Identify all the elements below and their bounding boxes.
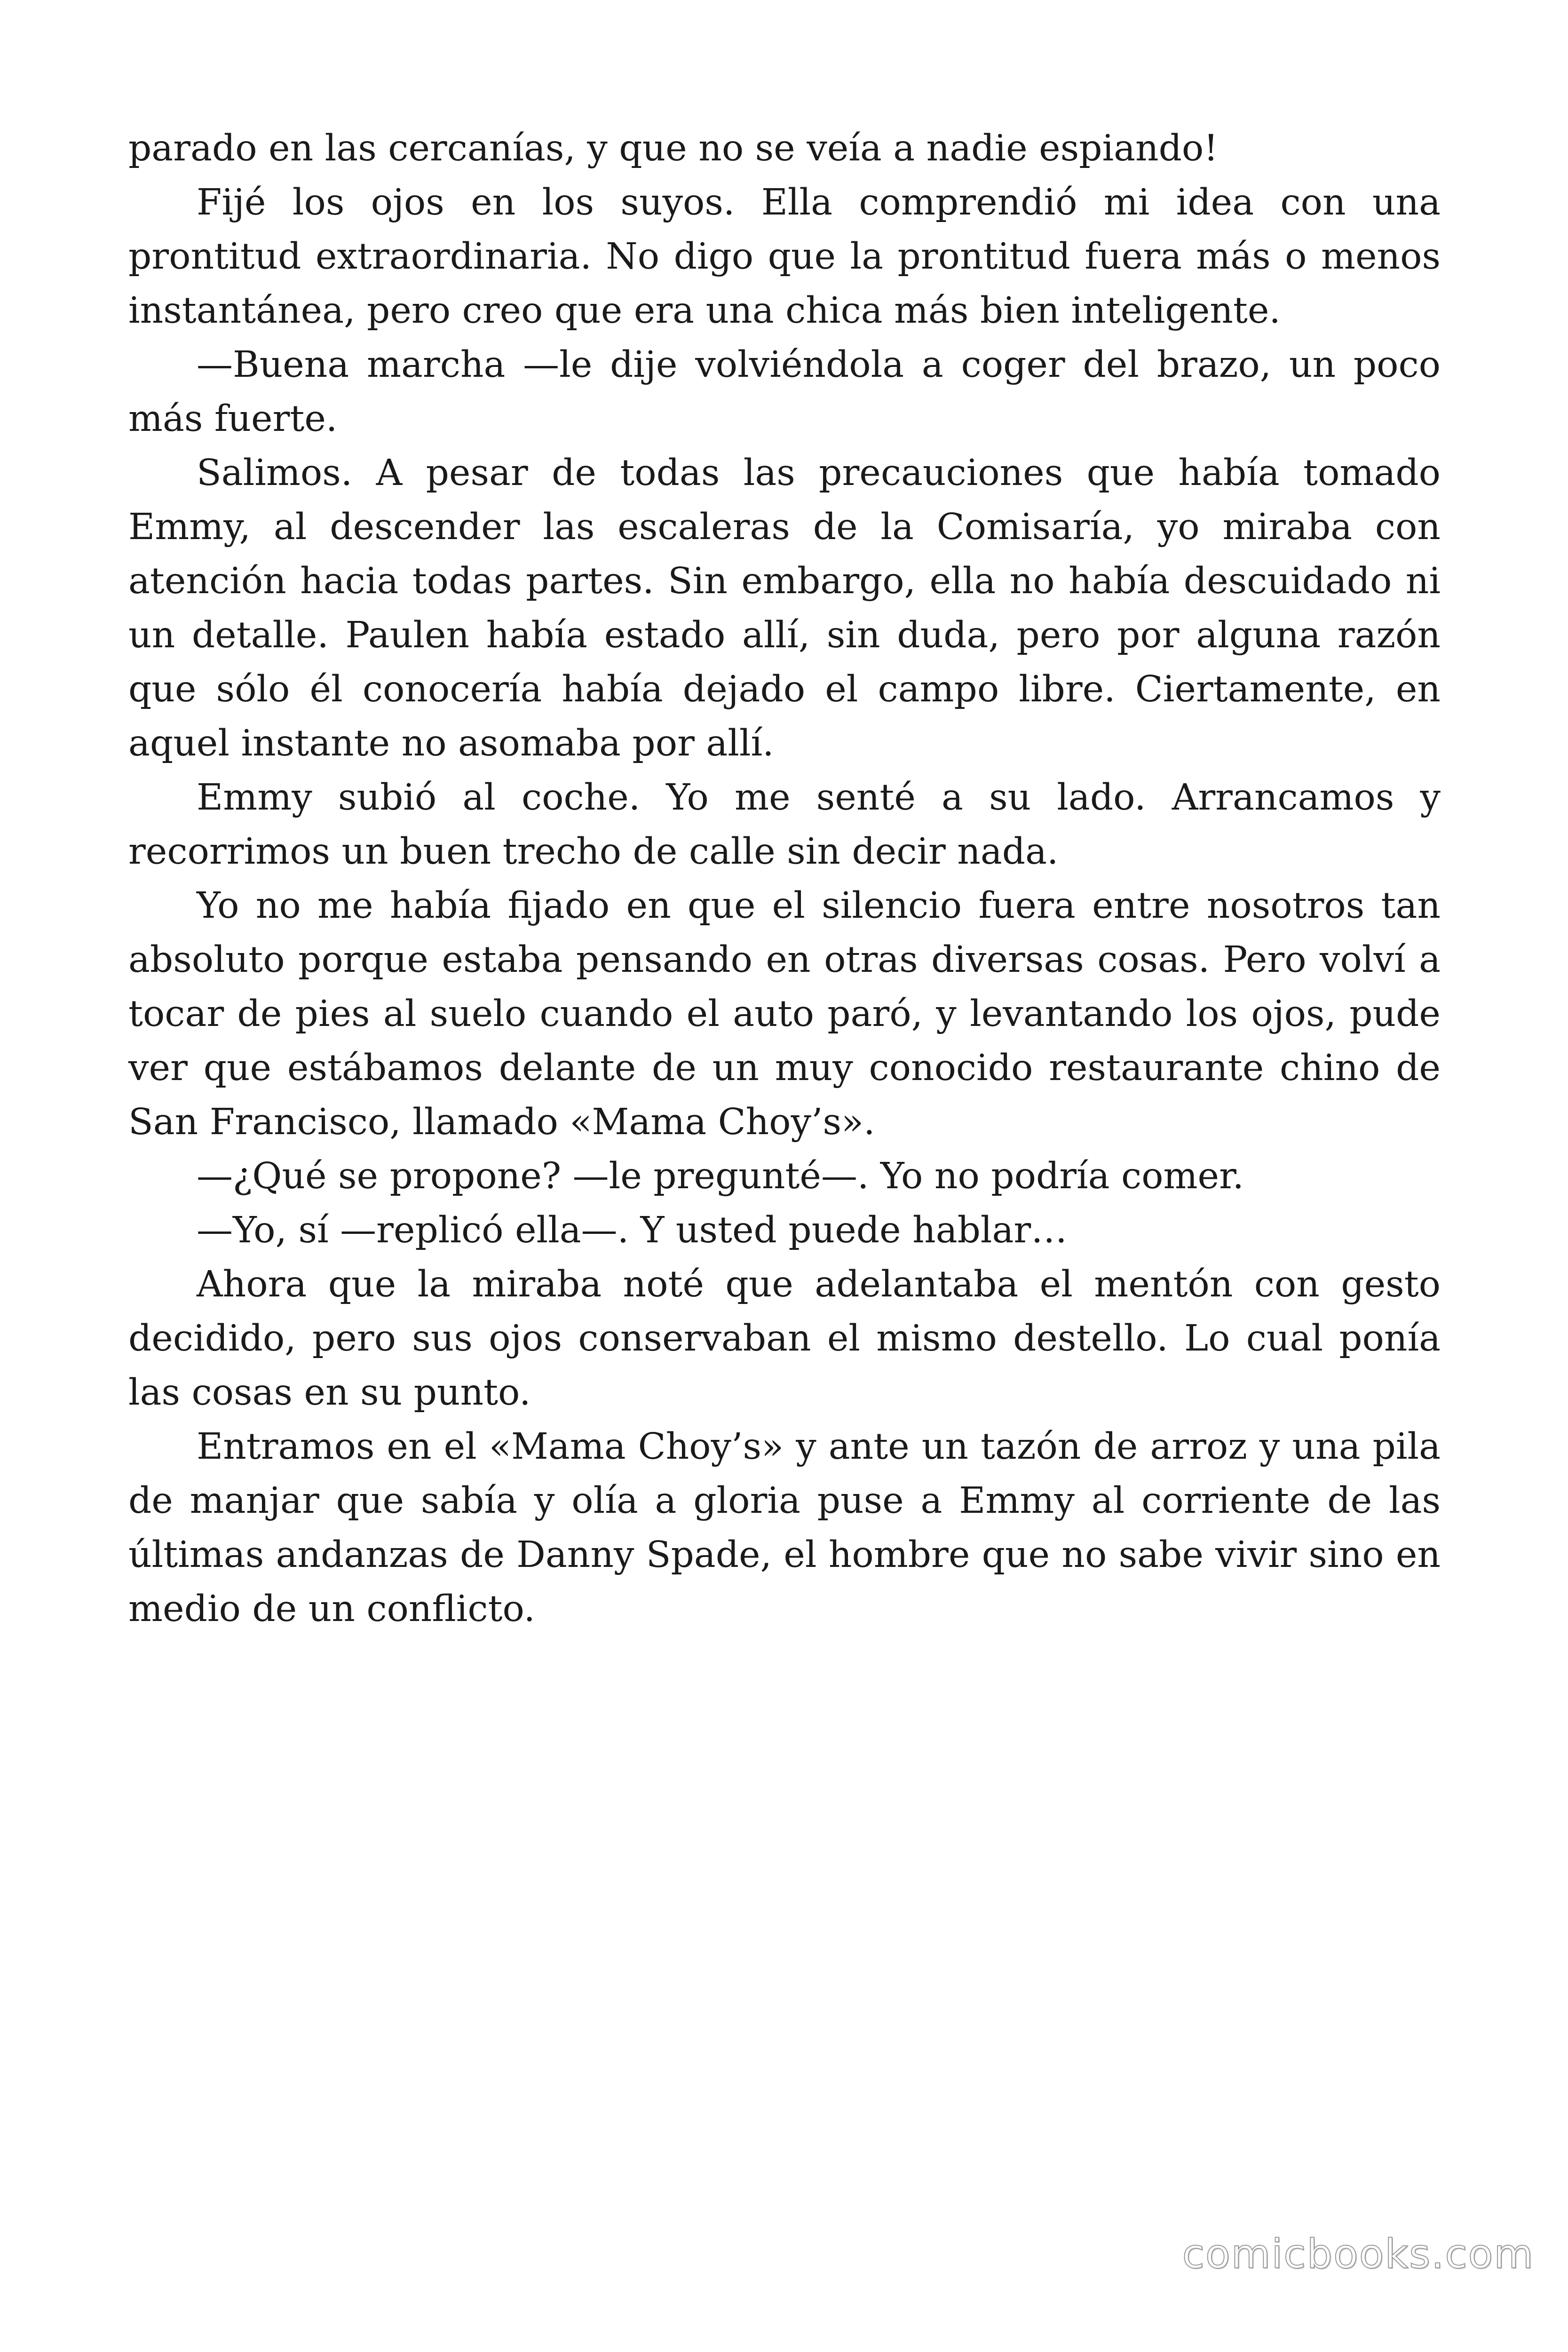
page-text xyxy=(128,121,1441,1636)
paragraph-3: —Buena marcha —le dije volviéndola a coger del brazo, un poco más fuerte. xyxy=(128,344,1441,440)
watermark: comicbooks.com xyxy=(1182,2231,1534,2278)
paragraph-6: Yo no me había fijado en que el silencio fuera entre nosotros tan absoluto porque estaba pensando en otras diversas cosas. Pero volví a tocar de pies al suelo cuando el auto paró, y levantando los ojos, pude ver que estábamos delante de un muy conocido restaurante chino de San Francisco, llamado «Mama Choy’s». xyxy=(128,885,1441,1143)
paragraph-7: —¿Qué se propone? —le pregunté—. Yo no podría comer. xyxy=(197,1155,1244,1197)
paragraph-4: Salimos. A pesar de todas las precauciones que había tomado Emmy, al descender las escaleras de la Comisaría, yo miraba con atención hacia todas partes. Sin embargo, ella no había descuidado ni un detalle. Paulen había estado allí, sin duda, pero por alguna razón que sólo él conocería había dejado el campo libre. Ciertamente, en aquel instante no asomaba por allí. xyxy=(128,452,1441,764)
paragraph-9: Ahora que la miraba noté que adelantaba el mentón con gesto decidido, pero sus ojos conservaban el mismo destello. Lo cual ponía las cosas en su punto. xyxy=(128,1263,1441,1414)
paragraph-10: Entramos en el «Mama Choy’s» y ante un tazón de arroz y una pila de manjar que sabía y olía a gloria puse a Emmy al corriente de las últimas andanzas de Danny Spade, el hombre que no sabe vivir sino en medio de un conflicto. xyxy=(128,1426,1441,1630)
paragraph-2: Fijé los ojos en los suyos. Ella comprendió mi idea con una prontitud extraordinaria. No digo que la prontitud fuera más o menos instantánea, pero creo que era una chica más bien inteligente. xyxy=(128,182,1441,332)
paragraph-8: —Yo, sí —replicó ella—. Y usted puede hablar… xyxy=(197,1209,1068,1251)
paragraph-1: parado en las cercanías, y que no se veía a nadie espiando! xyxy=(128,127,1219,169)
paragraph-5: Emmy subió al coche. Yo me senté a su lado. Arrancamos y recorrimos un buen trecho de calle sin decir nada. xyxy=(128,777,1441,873)
